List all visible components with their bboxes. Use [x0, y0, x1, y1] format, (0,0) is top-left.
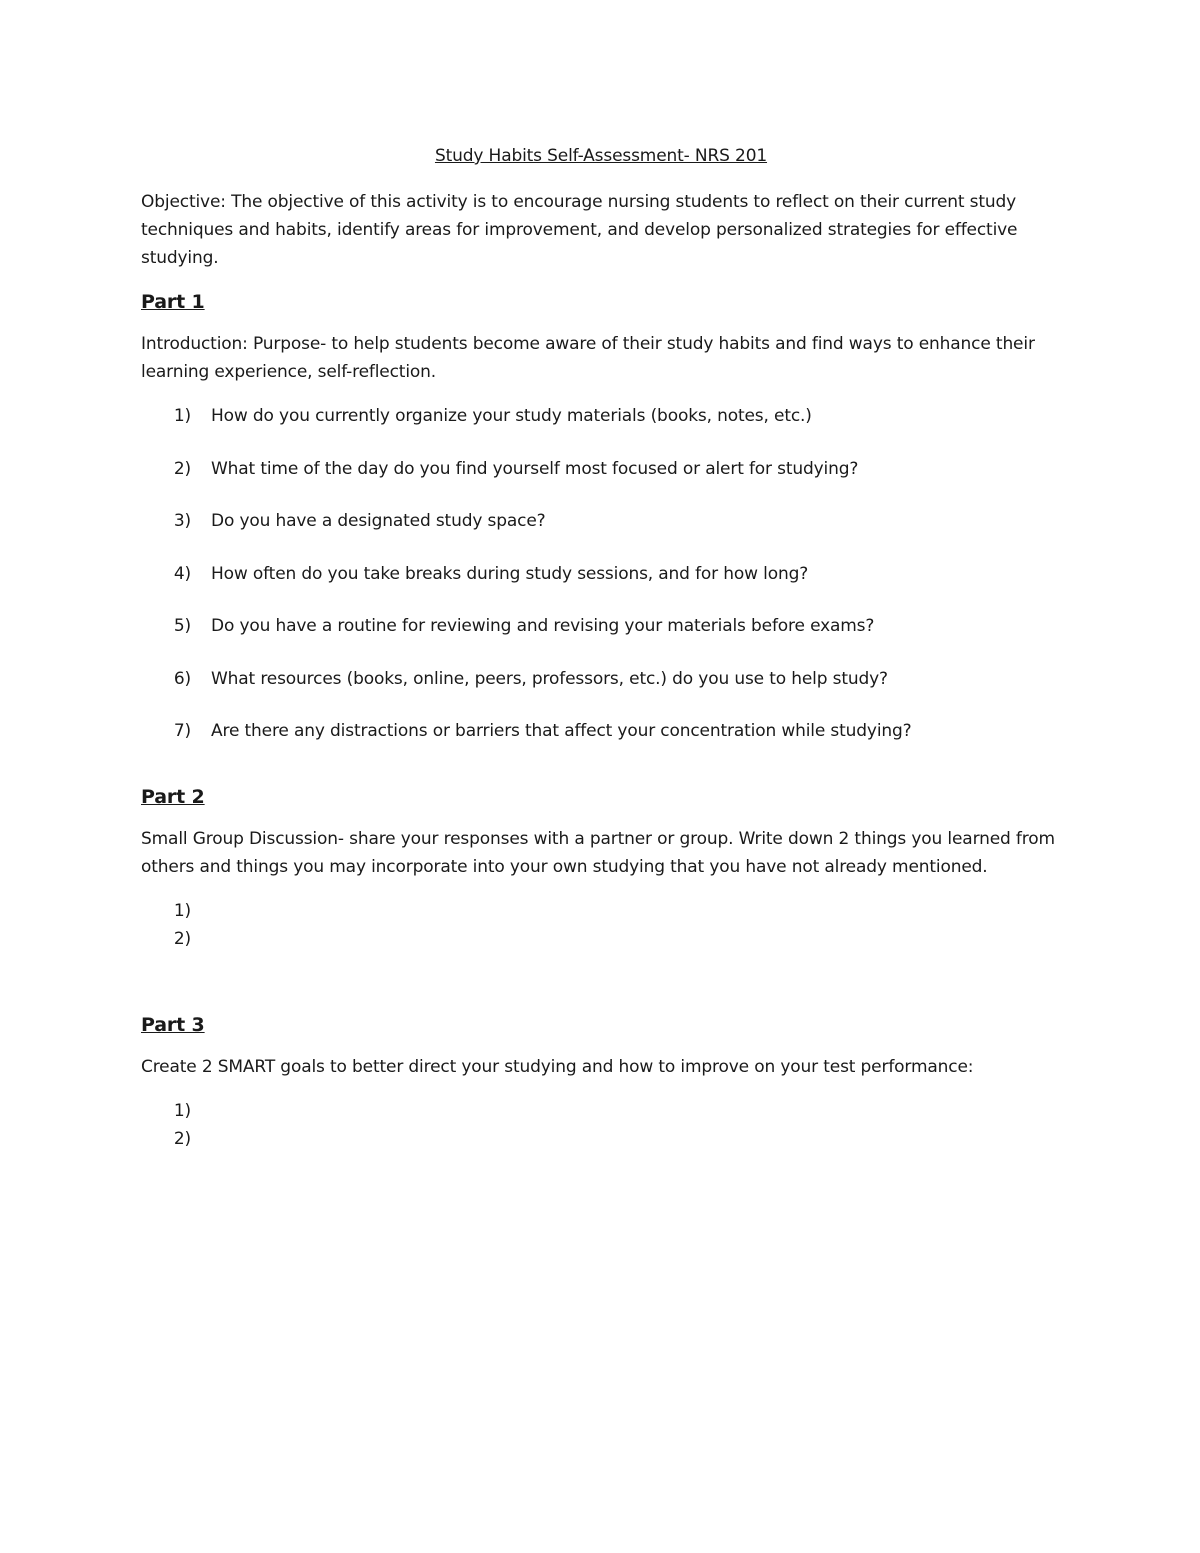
- question-number: 6): [173, 668, 191, 689]
- question-text: Do you have a designated study space?: [211, 511, 546, 531]
- part2-instructions: Small Group Discussion- share your responses with a partner or group. Write down 2 things you learned from others and things you may incorporate into your own studying that you have not already mentioned.: [141, 829, 1055, 877]
- question-number: 5): [173, 616, 191, 636]
- question-item: [141, 507, 1061, 535]
- question-item: [141, 402, 1061, 430]
- answer-number: 2): [173, 929, 191, 949]
- question-item: [141, 455, 1061, 483]
- answer-item: [141, 1125, 1061, 1153]
- part1-intro: Introduction: Purpose- to help students become aware of their study habits and find ways to enhance their learning experience, self-reflection.: [141, 334, 1035, 382]
- question-text: Are there any distractions or barriers that affect your concentration while studying?: [211, 721, 912, 741]
- document-content: [141, 142, 1061, 1153]
- part1-heading: Part 1: [141, 291, 205, 313]
- question-number: 4): [173, 563, 191, 584]
- question-number: 7): [173, 721, 191, 741]
- part3-answer-list: [141, 1097, 1061, 1153]
- part1-question-list: [141, 402, 1061, 745]
- question-item: [141, 612, 1061, 640]
- question-text: What time of the day do you find yourself most focused or alert for studying?: [211, 458, 859, 479]
- question-number: 1): [173, 406, 191, 426]
- question-text: How do you currently organize your study materials (books, notes, etc.): [211, 406, 812, 426]
- answer-item: [141, 925, 1061, 953]
- objective-paragraph: Objective: The objective of this activity is to encourage nursing students to reflect on their current study techniques and habits, identify areas for improvement, and develop personalized strategies for effective studying.: [141, 192, 1018, 268]
- question-item: [141, 665, 1061, 693]
- question-text: What resources (books, online, peers, professors, etc.) do you use to help study?: [211, 668, 888, 689]
- answer-item: [141, 1097, 1061, 1125]
- question-item: [141, 560, 1061, 588]
- question-text: Do you have a routine for reviewing and revising your materials before exams?: [211, 616, 875, 636]
- answer-number: 2): [173, 1129, 191, 1149]
- part2-answer-list: [141, 897, 1061, 953]
- part3-heading: Part 3: [141, 1014, 205, 1036]
- answer-number: 1): [173, 1101, 191, 1121]
- question-text: How often do you take breaks during study sessions, and for how long?: [211, 563, 809, 584]
- answer-number: 1): [173, 901, 191, 921]
- part3-instructions: Create 2 SMART goals to better direct your studying and how to improve on your test performance:: [141, 1057, 974, 1077]
- answer-item: [141, 897, 1061, 925]
- question-number: 3): [173, 511, 191, 531]
- question-item: [141, 717, 1061, 745]
- part2-heading: Part 2: [141, 786, 205, 808]
- document-title: Study Habits Self-Assessment- NRS 201: [434, 146, 768, 166]
- question-number: 2): [173, 458, 191, 479]
